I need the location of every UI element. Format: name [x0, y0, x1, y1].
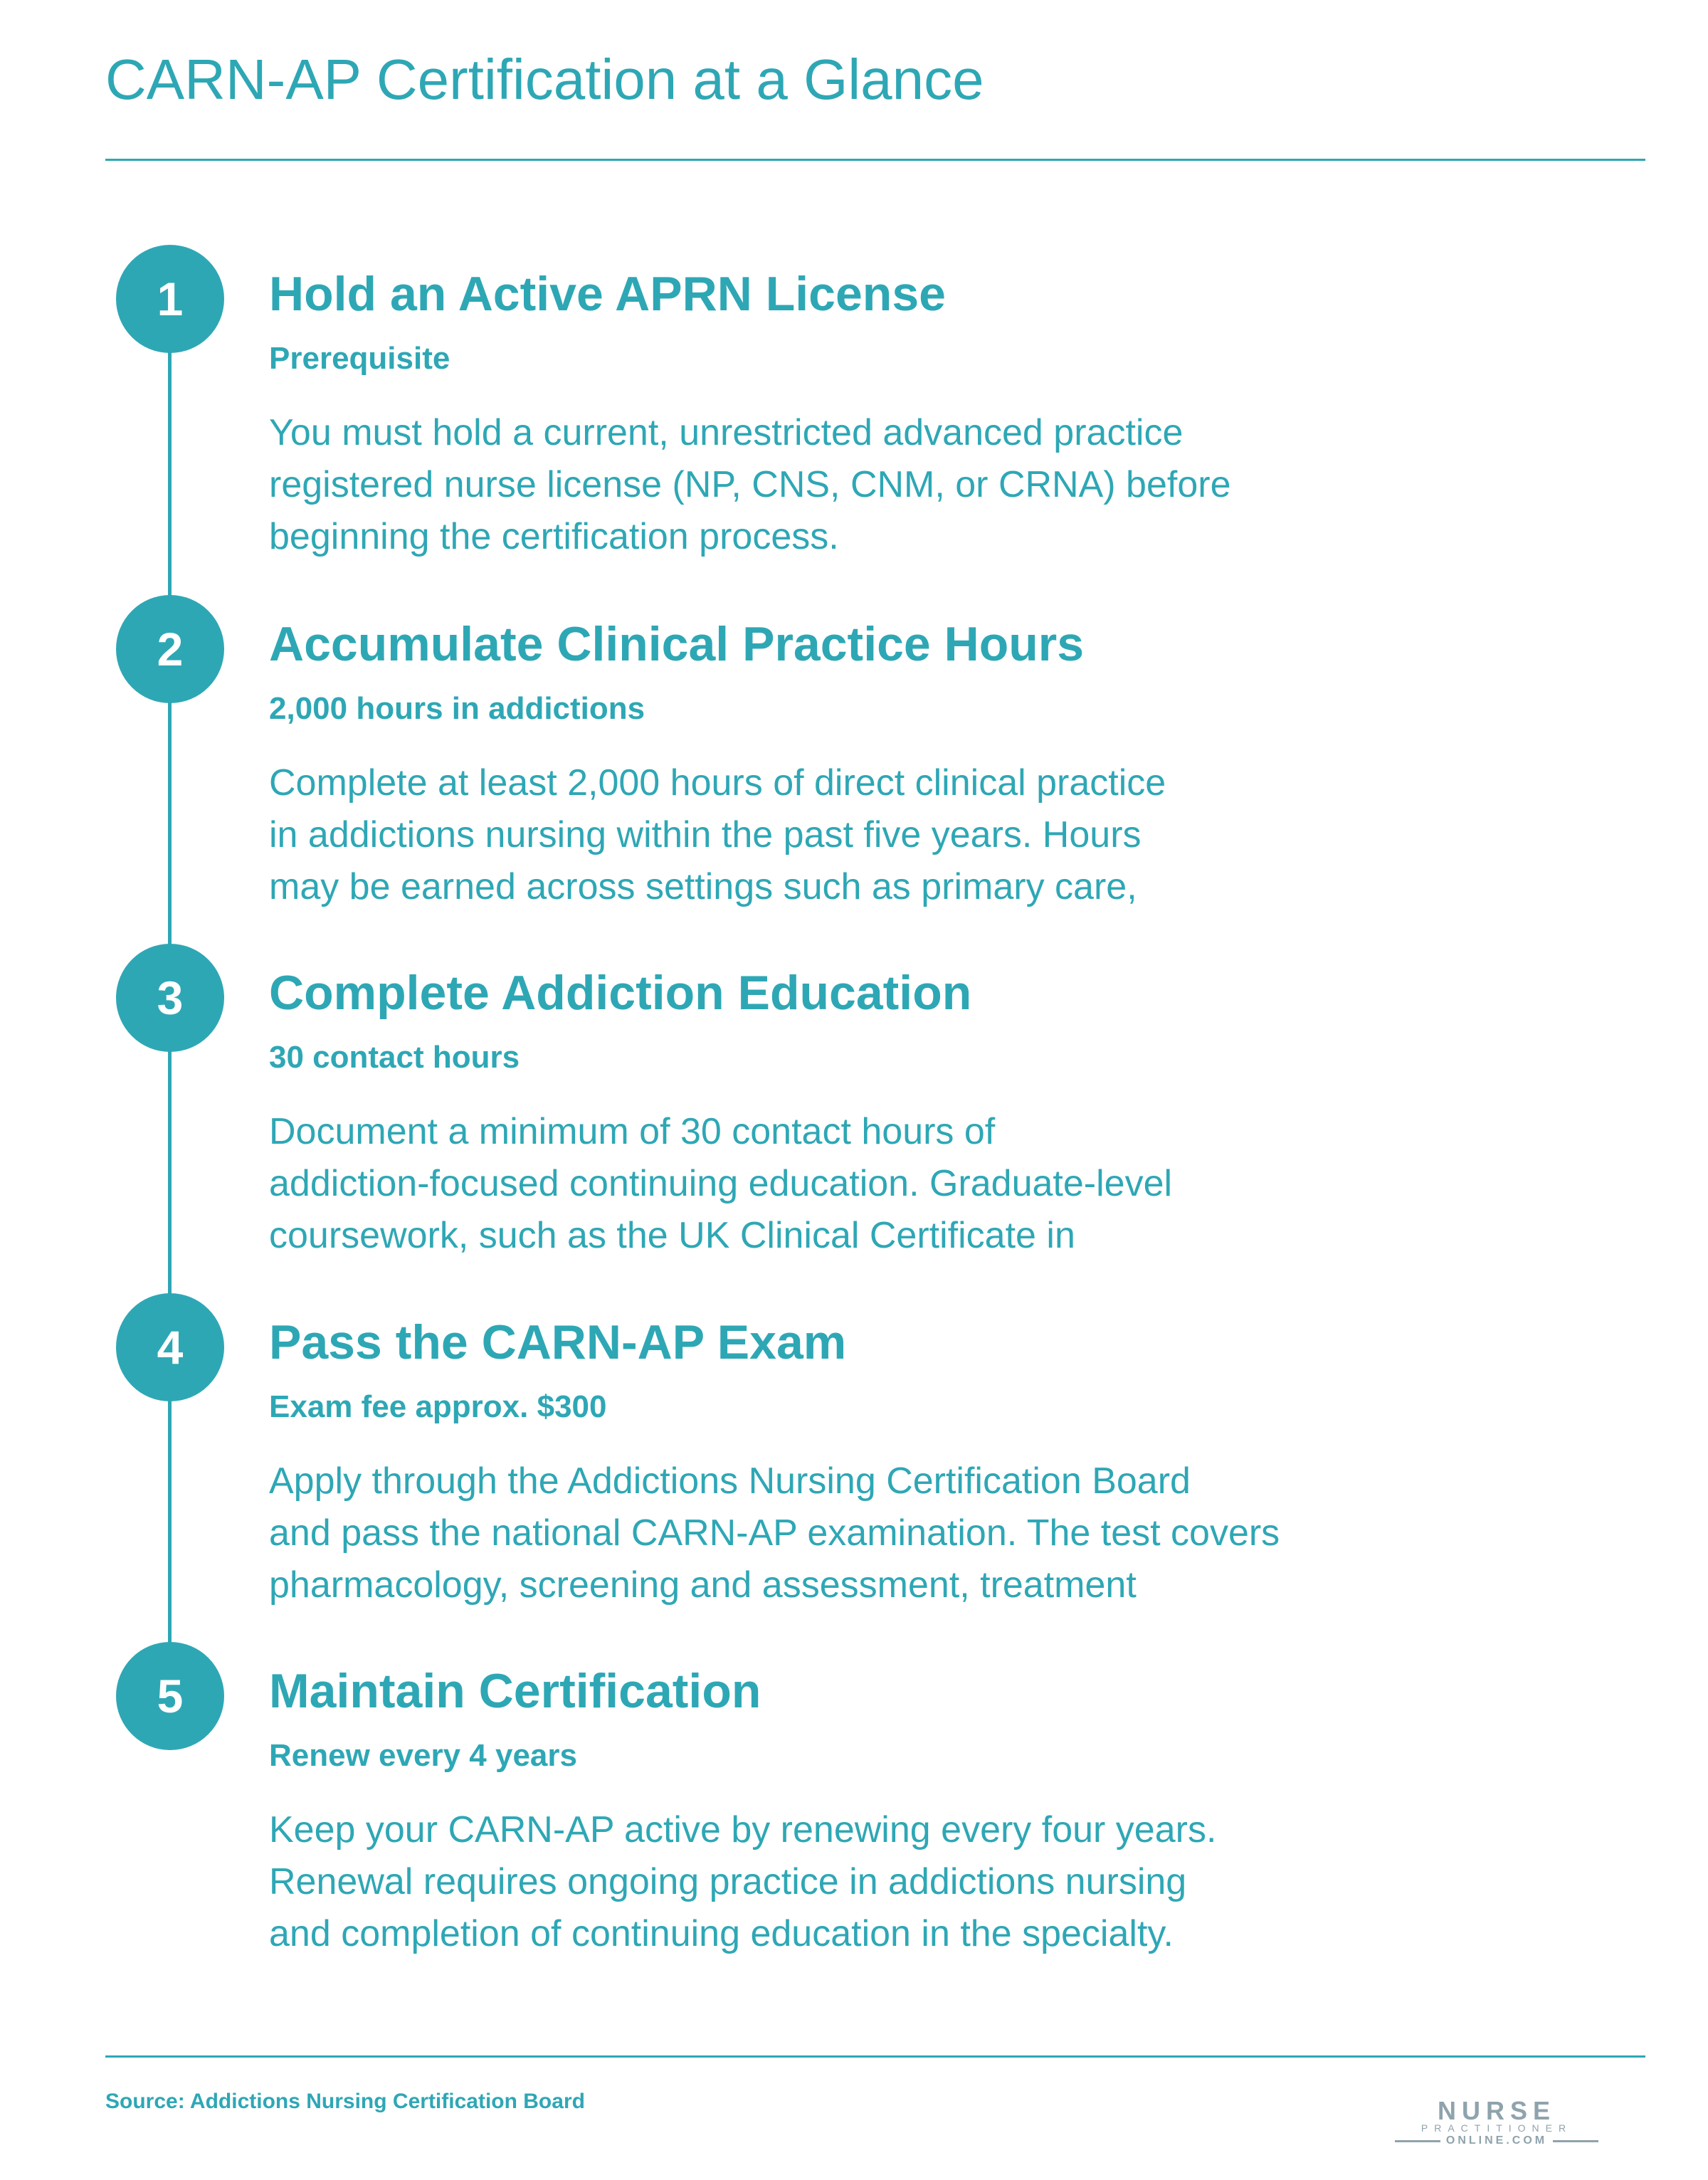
description-line: You must hold a current, unrestricted advanced practice	[269, 412, 1184, 453]
description-line: may be earned across settings such as primary care,	[269, 866, 1137, 907]
description-line: and pass the national CARN-AP examination. The test covers	[269, 1512, 1280, 1554]
step-description	[269, 407, 1231, 563]
description-line: Apply through the Addictions Nursing Certification Board	[269, 1460, 1191, 1502]
step-subtitle: 30 contact hours	[269, 1040, 520, 1075]
step-number-badge: 3	[116, 944, 224, 1052]
logo-subtitle: PRACTITIONER	[1420, 2122, 1573, 2134]
description-line: coursework, such as the UK Clinical Certificate in	[269, 1215, 1075, 1256]
logo-domain: ONLINE.COM	[1445, 2134, 1548, 2147]
description-line: pharmacology, screening and assessment, treatment	[269, 1564, 1137, 1606]
step-subtitle: Renew every 4 years	[269, 1738, 577, 1773]
step-description	[269, 1804, 1216, 1960]
header-divider	[105, 159, 1645, 161]
step-title: Maintain Certification	[269, 1664, 761, 1718]
description-line: registered nurse license (NP, CNS, CNM, or CRNA) before	[269, 464, 1231, 505]
page-title: CARN-AP Certification at a Glance	[105, 48, 984, 111]
step-description	[269, 1455, 1280, 1611]
description-line: Keep your CARN-AP active by renewing every four years.	[269, 1809, 1217, 1850]
description-line: and completion of continuing education in the specialty.	[269, 1913, 1174, 1954]
step-number-badge: 2	[116, 595, 224, 703]
step-number-badge: 1	[116, 245, 224, 353]
step-title: Complete Addiction Education	[269, 966, 972, 1020]
footer-divider	[105, 2055, 1645, 2058]
step-subtitle: Prerequisite	[269, 341, 450, 376]
step-number-badge: 4	[116, 1293, 224, 1401]
step-number-badge: 5	[116, 1642, 224, 1750]
description-line: beginning the certification process.	[269, 516, 839, 557]
source-citation: Source: Addictions Nursing Certification Board	[105, 2090, 585, 2113]
step-title: Pass the CARN-AP Exam	[269, 1315, 847, 1369]
logo-wordmark: NURSE	[1437, 2096, 1556, 2125]
step-subtitle: Exam fee approx. $300	[269, 1389, 607, 1424]
description-line: Document a minimum of 30 contact hours of	[269, 1111, 996, 1152]
description-line: Complete at least 2,000 hours of direct clinical practice	[269, 762, 1166, 804]
description-line: Renewal requires ongoing practice in addictions nursing	[269, 1861, 1187, 1902]
step-subtitle: 2,000 hours in addictions	[269, 691, 645, 726]
step-description	[269, 757, 1166, 913]
step-description	[269, 1106, 1172, 1262]
logo-dash	[1395, 2140, 1440, 2142]
description-line: addiction-focused continuing education. Graduate-level	[269, 1163, 1173, 1204]
logo-dash	[1553, 2140, 1598, 2142]
step-title: Hold an Active APRN License	[269, 267, 946, 321]
nurse-practitioner-online-logo	[1389, 2098, 1604, 2148]
description-line: in addictions nursing within the past five years. Hours	[269, 814, 1142, 855]
logo-domain-row	[1389, 2134, 1604, 2148]
step-title: Accumulate Clinical Practice Hours	[269, 617, 1085, 671]
